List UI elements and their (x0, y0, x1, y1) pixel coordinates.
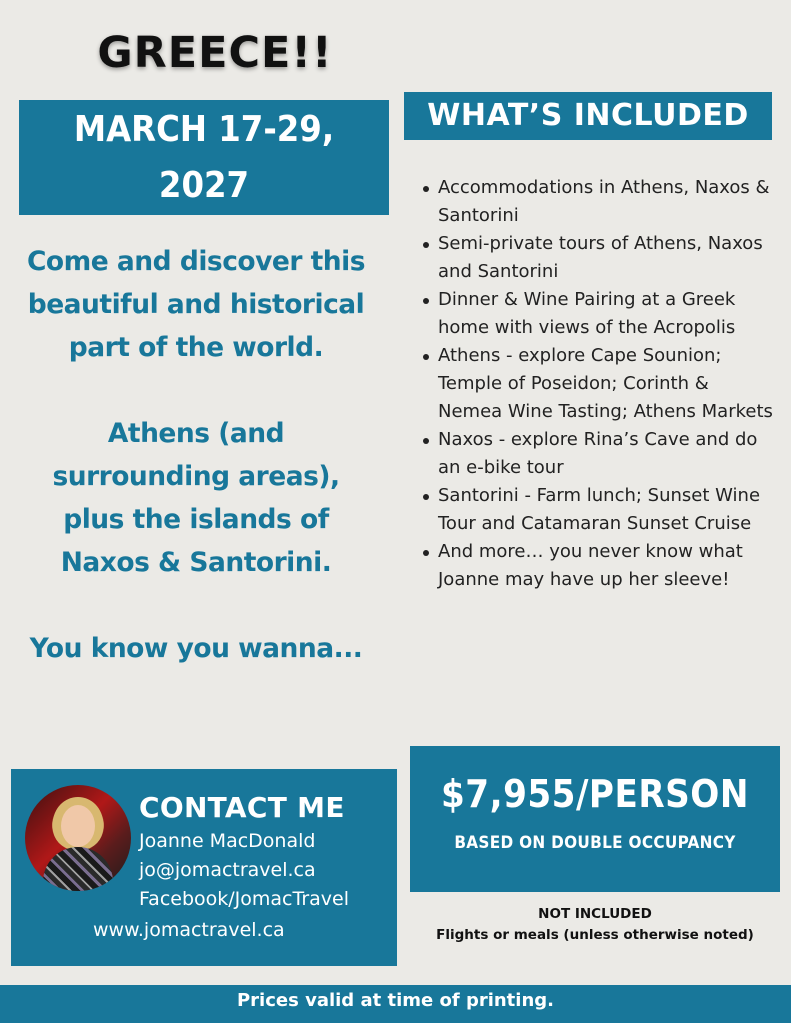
list-item: Dinner & Wine Pairing at a Greek home with views of the Acropolis (418, 286, 778, 342)
not-included-heading: NOT INCLUDED (538, 906, 652, 922)
list-item: Accommodations in Athens, Naxos & Santorini (418, 174, 778, 230)
intro-paragraph-2: Athens (and surrounding areas), plus the islands of Naxos & Santorini. (52, 418, 340, 578)
list-item: Santorini - Farm lunch; Sunset Wine Tour and Catamaran Sunset Cruise (418, 482, 778, 538)
list-item: Semi-private tours of Athens, Naxos and Santorini (418, 230, 778, 286)
not-included-note (430, 904, 760, 946)
contact-website-link[interactable]: www.jomactravel.ca (93, 919, 285, 941)
avatar (25, 785, 131, 891)
contact-box (11, 769, 397, 966)
price-basis: BASED ON DOUBLE OCCUPANCY (454, 833, 736, 853)
contact-facebook-link[interactable]: Facebook/JomacTravel (139, 888, 349, 910)
list-item: And more… you never know what Joanne may have up her sleeve! (418, 538, 778, 594)
price-box (410, 746, 780, 892)
contact-heading: CONTACT ME (139, 791, 345, 824)
included-list (418, 174, 778, 594)
trip-dates-box (19, 100, 389, 215)
intro-text (20, 240, 372, 670)
contact-details (139, 827, 349, 914)
contact-name: Joanne MacDonald (139, 830, 316, 852)
list-item: Naxos - explore Rina’s Cave and do an e-bike tour (418, 426, 778, 482)
whats-included-heading: WHAT’S INCLUDED (404, 92, 772, 140)
trip-dates-line2: 2027 (158, 165, 250, 206)
not-included-text: Flights or meals (unless otherwise noted) (436, 927, 754, 943)
contact-email-link[interactable]: jo@jomactravel.ca (139, 859, 316, 881)
intro-paragraph-3: You know you wanna... (29, 633, 363, 664)
page-title: GREECE!! (97, 28, 333, 78)
footer-banner: Prices valid at time of printing. (0, 985, 791, 1023)
intro-paragraph-1: Come and discover this beautiful and historical part of the world. (26, 246, 366, 363)
price-amount: $7,955/PERSON (441, 772, 749, 816)
list-item: Athens - explore Cape Sounion; Temple of Poseidon; Corinth & Nemea Wine Tasting; Athens Markets (418, 342, 778, 426)
trip-dates-line1: MARCH 17-29, (73, 109, 335, 150)
